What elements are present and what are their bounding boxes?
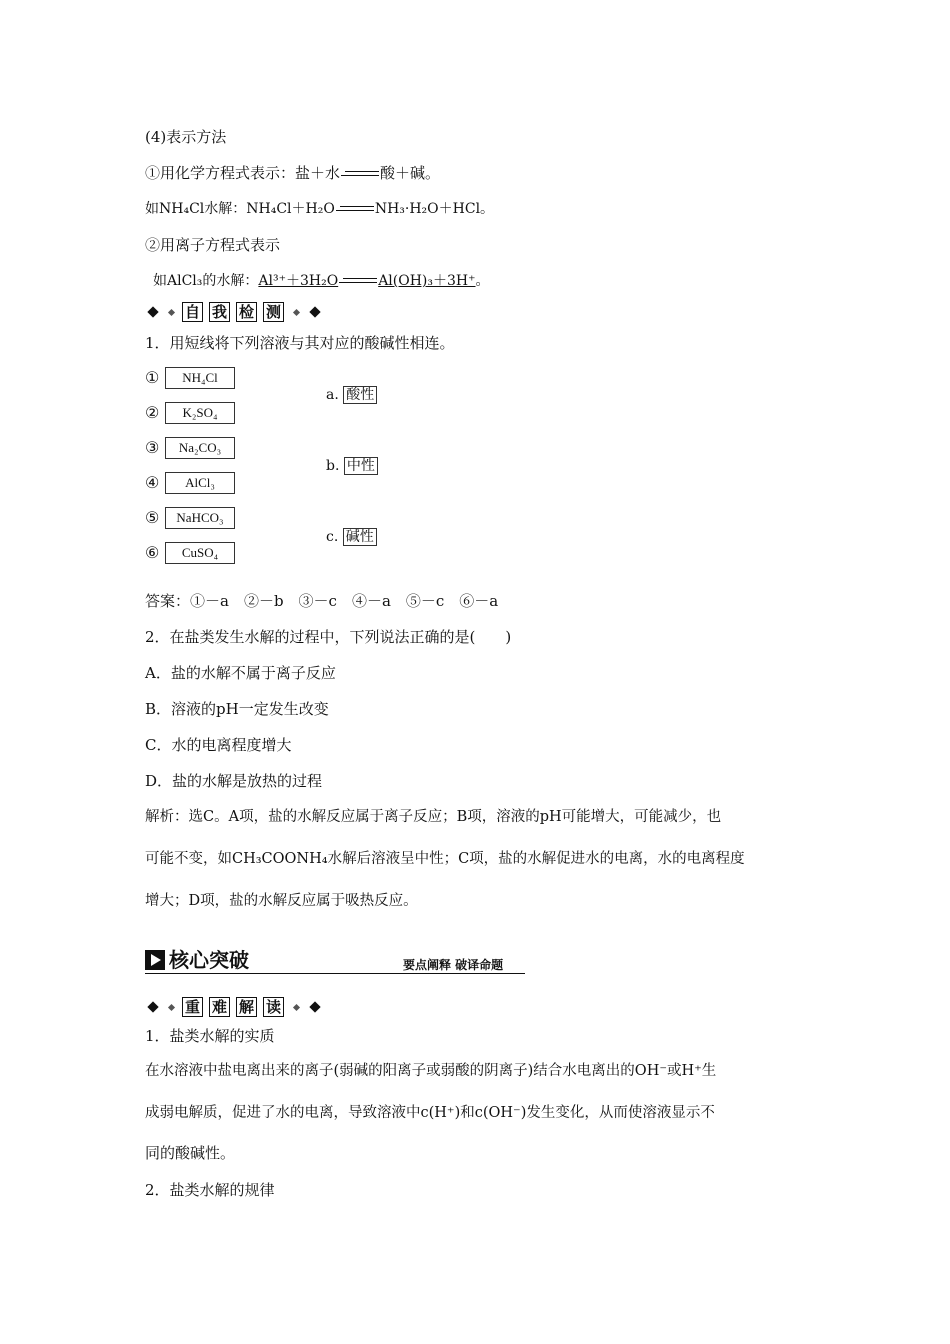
choice-c: C．水的电离程度增大 [145,736,292,754]
diamond-icon [147,1001,158,1012]
item-number: ⑥ [145,543,160,562]
heading-char: 我 [209,302,230,322]
body-line: 同的酸碱性。 [145,1144,236,1162]
formula-box[interactable]: Na₂CO₃ [165,437,235,459]
equation-example [145,199,494,219]
formula-box[interactable]: CuSO₄ [165,542,235,564]
selftest-heading [145,302,323,322]
analysis-line: 可能不变，如CH₃COONH₄水解后溶液呈中性；C项，盐的水解促进水的电离，水的电离程度 [145,851,745,867]
reversible-arrow-icon [341,170,379,178]
diamond-icon [309,306,320,317]
equation-text: ①用化学方程式表示：盐＋水 [145,164,341,182]
analysis-line: 增大；D项，盐的水解反应属于吸热反应。 [145,893,418,909]
core-heading [145,997,323,1017]
choice-d: D．盐的水解是放热的过程 [145,772,323,790]
option-neutral[interactable] [326,456,378,476]
heading-char: 难 [209,997,230,1017]
heading-char: 解 [236,997,257,1017]
section-title: (4)表示方法 [145,128,227,146]
diamond-icon [293,1003,300,1010]
option-acidic[interactable] [326,385,377,405]
heading-char: 重 [182,997,203,1017]
equation-text: 酸＋碱。 [380,164,441,182]
item-number: ③ [145,438,160,457]
analysis-line: 解析：选C。A项，盐的水解反应属于离子反应；B项，溶液的pH可能增大，可能减少，也 [145,809,722,825]
banner-subtitle: 要点阐释 破译命题 [403,958,504,972]
equation-text: Al(OH)₃＋3H⁺ [378,273,476,289]
option-label: 碱性 [343,528,377,546]
answer-1: 答案：①－a ②－b ③－c ④－a ⑤－c ⑥－a [145,592,499,610]
formula-box[interactable]: AlCl₃ [165,472,235,494]
body-line: 在水溶液中盐电离出来的离子(弱碱的阳离子或弱酸的阴离子)结合水电离出的OH⁻或H⁺生 [145,1063,717,1079]
item-number: ① [145,368,160,387]
option-letter: b. [326,458,340,474]
item-number: ④ [145,473,160,492]
item-number: ② [145,403,160,422]
equation-line [145,163,440,183]
choice-a: A．盐的水解不属于离子反应 [145,664,336,682]
body-line: 成弱电解质，促进了水的电离，导致溶液中c(H⁺)和c(OH⁻)发生变化，从而使溶液显示不 [145,1105,715,1121]
core-banner [145,947,525,975]
equation-text: Al³⁺＋3H₂O [258,273,339,289]
choice-b: B．溶液的pH一定发生改变 [145,700,329,718]
heading-char: 读 [263,997,284,1017]
equation-example [153,271,490,291]
heading-char: 检 [236,302,257,322]
subsection-1: 1．盐类水解的实质 [145,1027,275,1045]
banner-rule [145,973,525,974]
item-number: ⑤ [145,508,160,527]
formula-box[interactable]: NH₄Cl [165,367,235,389]
section-item: ②用离子方程式表示 [145,236,281,254]
option-letter: a. [326,387,339,403]
question-2: 2．在盐类发生水解的过程中，下列说法正确的是( ) [145,628,512,646]
option-letter: c. [326,529,339,545]
equation-text: 。 [475,273,490,289]
banner-title: 核心突破 [169,948,249,972]
diamond-icon [293,308,300,315]
equation-text: 如NH₄Cl水解：NH₄Cl＋H₂O [145,201,335,217]
equation-text: 如AlCl₃的水解： [153,273,259,289]
reversible-arrow-icon [339,277,377,285]
formula-box[interactable]: K₂SO₄ [165,402,235,424]
diamond-icon [168,308,175,315]
option-label: 中性 [344,457,378,475]
reversible-arrow-icon [336,205,374,213]
subsection-2: 2．盐类水解的规律 [145,1181,275,1199]
heading-char: 测 [263,302,284,322]
diamond-icon [309,1001,320,1012]
diamond-icon [147,306,158,317]
formula-box[interactable]: NaHCO₃ [165,507,235,529]
play-icon [145,950,165,970]
option-label: 酸性 [343,386,377,404]
option-basic[interactable] [326,527,377,547]
question-1: 1．用短线将下列溶液与其对应的酸碱性相连。 [145,334,455,352]
equation-text: NH₃·H₂O＋HCl。 [374,201,495,217]
heading-char: 自 [182,302,203,322]
diamond-icon [168,1003,175,1010]
